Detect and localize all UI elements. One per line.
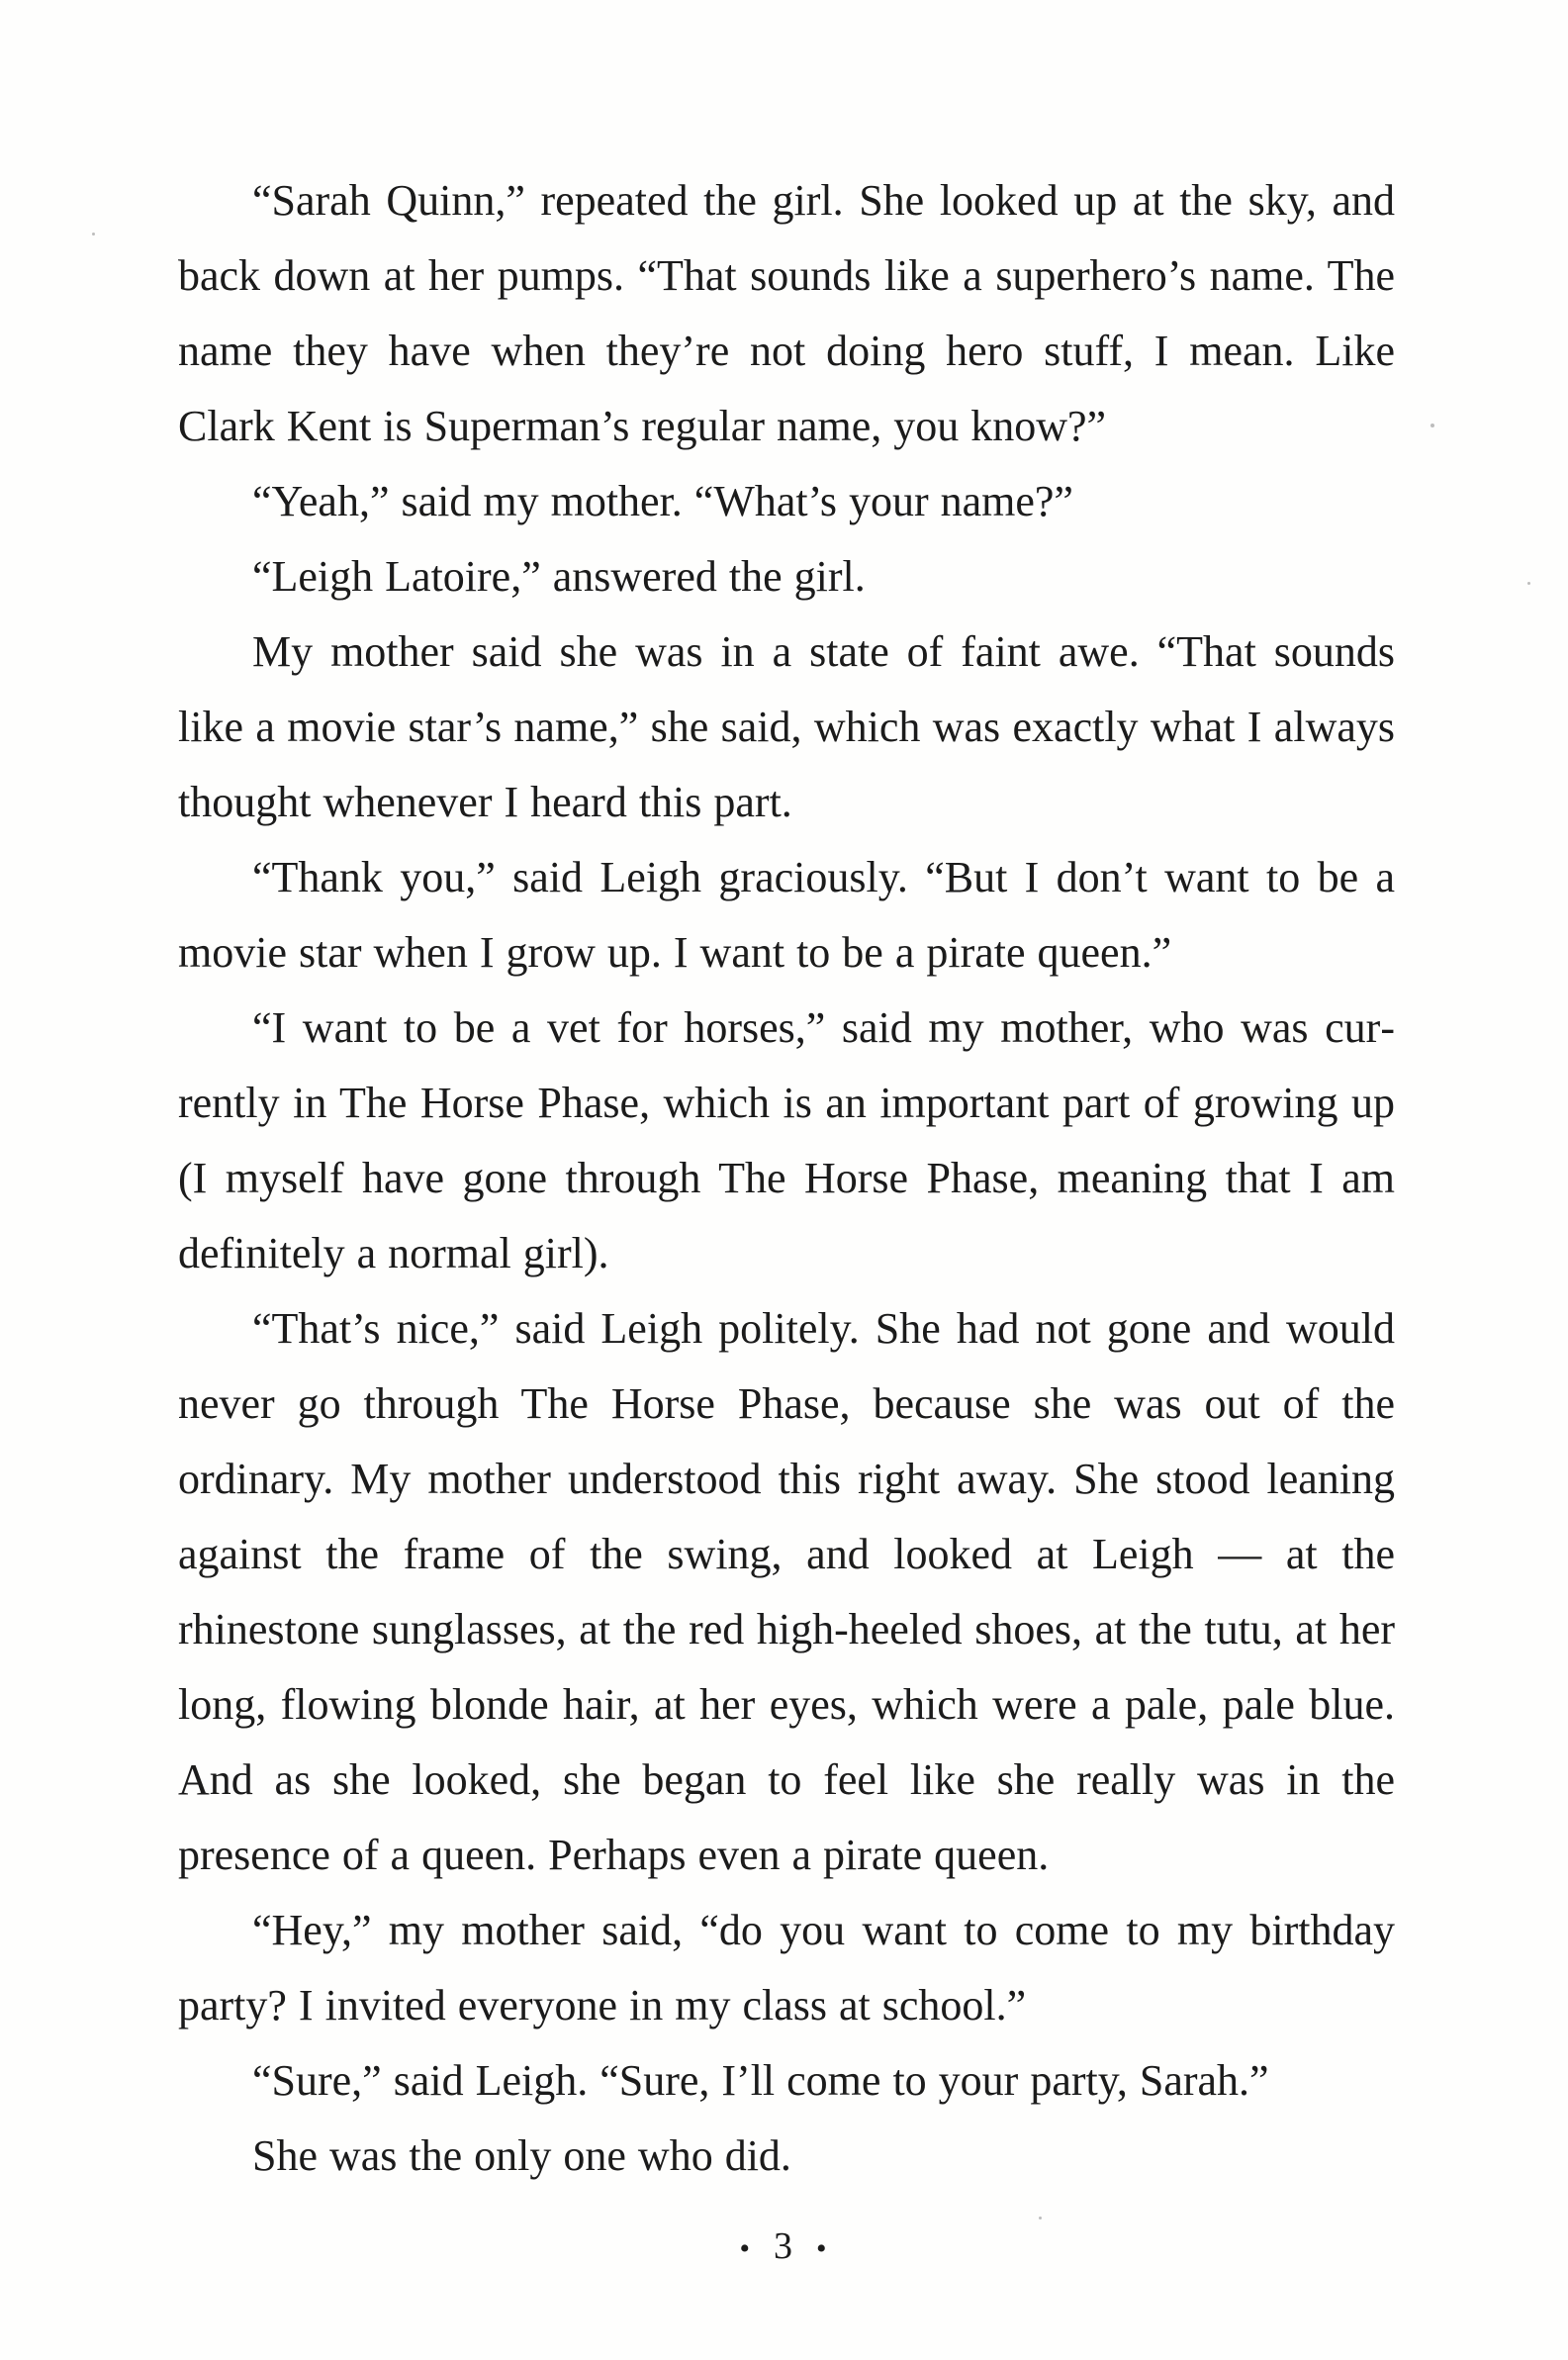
paragraph: “Hey,” my mother said, “do you want to come to my birthday party? I invited everyone in my class at school.” [178,1906,1395,2030]
paragraph: “Yeah,” said my mother. “What’s your name?” [252,477,1073,525]
paragraph: “Leigh Latoire,” answered the girl. [252,552,866,601]
paragraph: “Sure,” said Leigh. “Sure, I’ll come to your party, Sarah.” [252,2056,1269,2105]
ornament-dot-left: • [739,2232,752,2266]
paper-speck [1430,424,1434,427]
paper-speck [1039,2217,1042,2219]
paper-speck [92,233,95,236]
paragraph: She was the only one who did. [252,2131,791,2180]
page-footer [0,2224,1568,2268]
body-text [178,163,1395,2194]
paragraph: “Sarah Quinn,” repeated the girl. She looked up at the sky, and back down at her pumps. “That sounds like a superhero’s name. The name they have when they’re not doing hero stuff, I mean. Like Clark Kent is Superman’s regular name, you know?” [178,176,1395,450]
paragraph: My mother said she was in a state of faint awe. “That sounds like a movie star’s name,” she said, which was exactly what I always thought whenever I heard this part. [178,627,1395,826]
paper-speck [1527,582,1530,585]
ornament-dot-right: • [816,2232,829,2266]
paragraph: “That’s nice,” said Leigh politely. She had not gone and would never go through The Horse Phase, because she was out of the ordinary. My mother understood this right away. She stood leaning against the frame of the swing, and looked at Leigh — at the rhinestone sunglasses, at the red high-heeled shoes, at the tutu, at her long, flowing blonde hair, at her eyes, which were a pale, pale blue. And as she looked, she began to feel like she really was in the presence of a queen. Perhaps even a pirate queen. [178,1304,1395,1879]
paragraph: “Thank you,” said Leigh graciously. “But I don’t want to be a movie star when I grow up. I want to be a pirate queen.” [178,853,1395,977]
page-number: 3 [774,2225,794,2267]
paragraph: “I want to be a vet for horses,” said my mother, who was currently in The Horse Phase, which is an important part of growing up (I myself have gone through The Horse Phase, meaning that I am definitely a normal girl). [178,1003,1395,1277]
